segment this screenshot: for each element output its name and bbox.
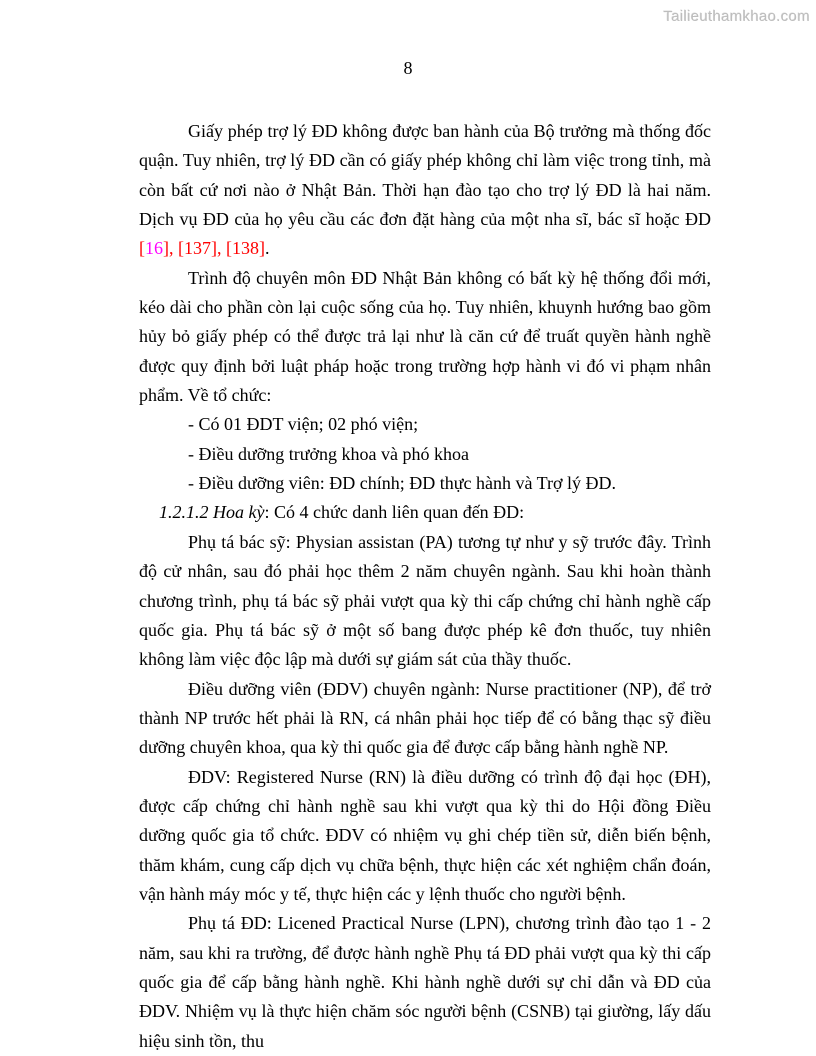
paragraph-text: Giấy phép trợ lý ĐD không được ban hành của Bộ trưởng mà thống đốc quận. Tuy nhiên, trợ lý ĐD cần có giấy phép không chỉ làm việc trong tỉnh, mà còn bất cứ nơi nào ở Nhật Bản. Thời hạn đào tạo cho trợ lý ĐD là hai năm. Dịch vụ ĐD của họ yêu cầu các đơn đặt hàng của một nha sĩ, bác sĩ hoặc ĐD <box>139 121 711 230</box>
paragraph: Phụ tá ĐD: Licened Practical Nurse (LPN), chương trình đào tạo 1 - 2 năm, sau khi ra trường, để được hành nghề Phụ tá ĐD phải vượt qua kỳ thi cấp quốc gia để cấp bằng hành nghề. Khi hành nghề dưới sự chỉ dẫn và ĐD của ĐDV. Nhiệm vụ là thực hiện chăm sóc người bệnh (CSNB) tại giường, lấy dấu hiệu sinh tồn, thu <box>139 913 711 1051</box>
paragraph: Phụ tá bác sỹ: Physian assistan (PA) tương tự như y sỹ trước đây. Trình độ cử nhân, sau đó phải học thêm 2 năm chuyên ngành. Sau khi hoàn thành chương trình, phụ tá bác sỹ phải vượt qua kỳ thi cấp chứng chỉ hành nghề cấp quốc gia. Phụ tá bác sỹ ở một số bang được phép kê đơn thuốc, tuy nhiên không làm việc độc lập mà dưới sự giám sát của thầy thuốc. <box>139 531 711 670</box>
list-item: - Điều dưỡng viên: ĐD chính; ĐD thực hành và Trợ lý ĐD. <box>188 473 617 494</box>
sentence-period: . <box>264 238 270 259</box>
document-body <box>139 117 711 1056</box>
section-heading-text: : Có 4 chức danh liên quan đến ĐD: <box>264 502 525 523</box>
list-item: - Điều dưỡng trưởng khoa và phó khoa <box>188 443 469 464</box>
watermark: Tailieuthamkhao.com <box>663 8 810 25</box>
citation-16[interactable]: 16 <box>145 238 163 259</box>
citation-137-138[interactable]: ], [137], [138] <box>163 238 265 259</box>
paragraph: Điều dưỡng viên (ĐDV) chuyên ngành: Nurse practitioner (NP), để trở thành NP trước hết phải là RN, cá nhân phải học tiếp để có bằng thạc sỹ điều dưỡng chuyên khoa, qua kỳ thi quốc gia để được cấp bằng hành nghề NP. <box>139 678 711 758</box>
citation-bracket[interactable]: [ <box>139 238 145 259</box>
paragraph <box>139 117 711 264</box>
paragraph: Trình độ chuyên môn ĐD Nhật Bản không có bất kỳ hệ thống đổi mới, kéo dài cho phần còn lại cuộc sống của họ. Tuy nhiên, khuynh hướng bao gồm hủy bỏ giấy phép có thể được trả lại như là căn cứ để truất quyền hành nghề được quy định bởi luật pháp hoặc trong trường hợp hành vi đó vi phạm nhân phẩm. Về tổ chức: <box>139 267 711 406</box>
list-item: - Có 01 ĐDT viện; 02 phó viện; <box>188 414 419 435</box>
section-heading <box>139 498 711 527</box>
paragraph: ĐDV: Registered Nurse (RN) là điều dưỡng có trình độ đại học (ĐH), được cấp chứng chỉ hành nghề sau khi vượt qua kỳ thi do Hội đồng Điều dưỡng quốc gia tổ chức. ĐDV có nhiệm vụ ghi chép tiền sử, diễn biến bệnh, thăm khám, cung cấp dịch vụ chữa bệnh, thực hiện các xét nghiệm chẩn đoán, vận hành máy móc y tế, thực hiện các y lệnh thuốc cho người bệnh. <box>139 766 711 904</box>
page-number: 8 <box>403 58 413 78</box>
section-heading-number-title: 1.2.1.2 Hoa kỳ <box>159 502 265 523</box>
